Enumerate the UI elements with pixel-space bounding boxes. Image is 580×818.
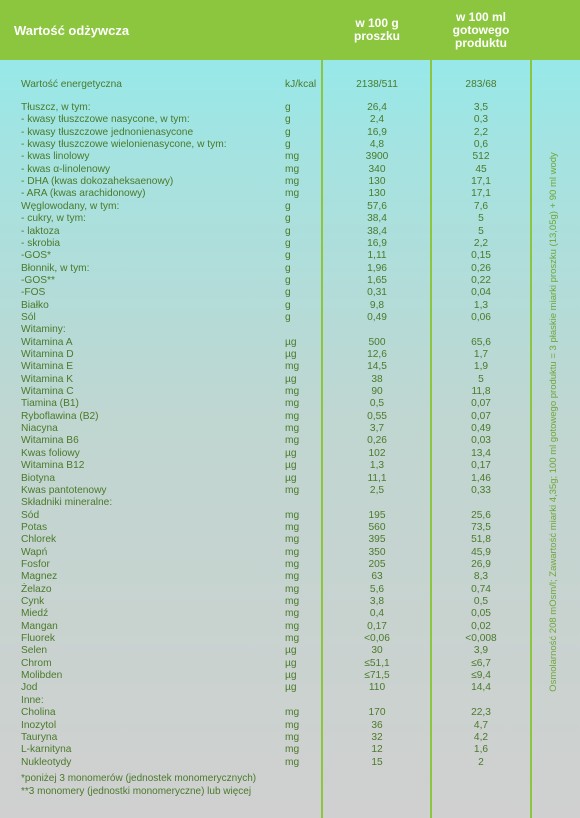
value-per-100g: 4,8	[369, 139, 385, 151]
table-row	[0, 324, 530, 336]
nutrient-column-title: Wartość odżywcza	[14, 22, 130, 38]
nutrient-unit: mg	[285, 398, 300, 410]
value-per-100ml: 4,7	[473, 719, 489, 731]
value-per-100ml: 2	[478, 756, 484, 768]
per-100ml-title-line1: w 100 ml	[455, 9, 507, 24]
table-row	[0, 300, 530, 312]
column-divider	[530, 0, 532, 818]
nutrient-unit: mg	[285, 435, 300, 447]
nutrient-unit: mg	[285, 596, 300, 607]
nutrient-name: Chlorek	[21, 534, 57, 546]
value-per-100ml: 0,05	[471, 608, 491, 620]
value-per-100g: 0,4	[369, 608, 385, 620]
nutrient-name: - kwas α-linolenowy	[21, 163, 111, 175]
table-row	[0, 670, 530, 682]
nutrient-unit: kJ/kcal	[285, 79, 317, 90]
value-per-100g: 63	[371, 571, 383, 583]
value-per-100g: 90	[371, 386, 383, 398]
value-per-100g: 14,5	[367, 361, 387, 373]
table-row	[0, 707, 530, 719]
value-per-100ml: 0,07	[471, 410, 491, 422]
nutrient-name: Sód	[21, 509, 40, 521]
nutrient-name: - kwasy tłuszczowe wielonienasycone, w tym:	[21, 139, 227, 151]
value-per-100g: 30	[371, 645, 383, 657]
value-per-100g: 0,17	[367, 620, 387, 632]
value-per-100g: 1,3	[369, 460, 385, 472]
table-row	[0, 473, 530, 485]
nutrient-name: Witamina E	[21, 361, 74, 373]
table-row	[0, 398, 530, 410]
table-row	[0, 423, 530, 435]
nutrient-name: -GOS**	[21, 274, 55, 286]
nutrient-name: Mangan	[21, 620, 58, 632]
value-per-100ml: 4,2	[473, 731, 489, 743]
table-row	[0, 164, 530, 176]
nutrient-name: Witamina K	[21, 373, 74, 385]
table-row	[0, 497, 530, 509]
nutrient-unit: mg	[285, 410, 300, 422]
nutrient-name: Molibden	[21, 670, 63, 682]
nutrient-unit: mg	[285, 484, 300, 496]
value-per-100ml: 17,1	[471, 176, 491, 188]
nutrient-unit: mg	[285, 558, 300, 570]
nutrient-unit: µg	[285, 657, 297, 669]
nutrient-name: Jod	[21, 682, 38, 694]
nutrient-unit: mg	[285, 583, 300, 595]
nutrient-name: Kwas pantotenowy	[21, 484, 107, 496]
value-per-100g: 3,7	[369, 423, 385, 435]
value-per-100ml: 0,04	[471, 287, 491, 299]
value-per-100g: 1,96	[367, 262, 387, 274]
value-per-100ml: 73,5	[471, 521, 491, 533]
value-per-100g: 0,31	[367, 287, 387, 299]
value-per-100g: 2,5	[369, 484, 385, 496]
value-per-100ml: 7,6	[473, 200, 489, 212]
value-per-100ml: 3,9	[473, 645, 489, 657]
footnote-1: *poniżej 3 monomerów (jednostek monomerycznych)	[21, 773, 257, 784]
value-per-100ml: 5	[478, 225, 484, 237]
value-per-100ml: 283/68	[465, 79, 497, 90]
table-row	[0, 485, 530, 497]
nutrient-name: Tauryna	[21, 731, 58, 743]
value-per-100ml: 0,26	[471, 262, 491, 274]
nutrient-unit: g	[285, 262, 291, 274]
value-per-100ml: 1,7	[473, 349, 489, 360]
value-per-100ml: 51,8	[471, 534, 491, 546]
nutrient-unit: µg	[285, 447, 297, 459]
table-row	[0, 621, 530, 633]
value-per-100ml: 0,5	[473, 596, 489, 607]
nutrient-unit: µg	[285, 472, 297, 484]
table-row	[0, 102, 530, 114]
nutrient-unit: µg	[285, 336, 297, 348]
nutrient-name: Tiamina (B1)	[21, 398, 79, 410]
nutrient-unit: g	[285, 287, 291, 299]
nutrient-name: Składniki mineralne:	[21, 497, 113, 509]
value-per-100ml: 0,74	[471, 583, 491, 595]
table-row	[0, 287, 530, 299]
value-per-100g: 340	[368, 163, 386, 175]
value-per-100ml: 2,2	[473, 237, 489, 249]
value-per-100ml: 5	[478, 373, 484, 385]
value-per-100g: 130	[368, 188, 386, 200]
table-row	[0, 534, 530, 546]
table-row	[0, 151, 530, 163]
value-per-100g: 130	[368, 176, 386, 188]
value-per-100g: 12	[371, 744, 383, 756]
nutrient-unit: mg	[285, 719, 300, 731]
value-per-100g: 38,4	[367, 225, 387, 237]
nutrient-unit: mg	[285, 188, 300, 200]
value-per-100g: 205	[368, 558, 386, 570]
nutrient-unit: µg	[285, 349, 297, 360]
value-per-100g: ≤51,1	[364, 657, 390, 669]
value-per-100ml: 3,5	[473, 102, 489, 113]
table-row	[0, 510, 530, 522]
table-row	[0, 349, 530, 361]
nutrient-name: Węglowodany, w tym:	[21, 200, 120, 212]
nutrient-unit: mg	[285, 608, 300, 620]
per-100ml-title-line3: produktu	[455, 35, 507, 50]
table-row	[0, 608, 530, 620]
nutrient-name: Fosfor	[21, 558, 50, 570]
nutrient-unit: mg	[285, 163, 300, 175]
energy-row	[0, 79, 530, 91]
value-per-100g: 395	[368, 534, 386, 546]
nutrient-name: Witamina B6	[21, 435, 79, 447]
table-row	[0, 213, 530, 225]
value-per-100ml: 45,9	[471, 546, 491, 558]
nutrient-unit: g	[285, 299, 291, 311]
nutrient-unit: µg	[285, 682, 297, 694]
nutrient-unit: mg	[285, 509, 300, 521]
nutrient-unit: g	[285, 237, 291, 249]
per-100ml-title-line2: gotowego	[452, 22, 510, 37]
nutrient-unit: mg	[285, 546, 300, 558]
nutrient-unit: mg	[285, 731, 300, 743]
nutrient-unit: g	[285, 139, 291, 151]
value-per-100g: 500	[368, 336, 386, 348]
nutrient-name: Inozytol	[21, 719, 57, 731]
nutrient-name: - kwasy tłuszczowe jednonienasycone	[21, 126, 194, 138]
nutrient-name: Witaminy:	[21, 324, 66, 336]
value-per-100ml: 0,02	[471, 620, 491, 632]
value-per-100ml: 0,06	[471, 311, 491, 323]
nutrient-unit: µg	[285, 373, 297, 385]
table-row	[0, 127, 530, 139]
table-row	[0, 460, 530, 472]
nutrient-unit: mg	[285, 571, 300, 583]
table-row	[0, 559, 530, 571]
nutrient-name: Ryboflawina (B2)	[21, 410, 99, 422]
table-row	[0, 596, 530, 608]
nutrient-name: Fluorek	[21, 633, 55, 645]
value-per-100g: <0,06	[364, 633, 390, 645]
value-per-100ml: 0,22	[471, 274, 491, 286]
table-row	[0, 361, 530, 373]
value-per-100g: 38,4	[367, 213, 387, 225]
value-per-100g: 0,55	[367, 410, 387, 422]
value-per-100g: 195	[368, 509, 386, 521]
table-row	[0, 188, 530, 200]
nutrient-name: - cukry, w tym:	[21, 213, 86, 225]
nutrient-unit: mg	[285, 521, 300, 533]
value-per-100ml: 1,46	[471, 472, 491, 484]
value-per-100ml: 65,6	[471, 336, 491, 348]
value-per-100g: 2138/511	[356, 79, 398, 90]
table-row	[0, 695, 530, 707]
table-row	[0, 522, 530, 534]
nutrient-name: Żelazo	[21, 583, 52, 595]
nutrient-name: Wartość energetyczna	[21, 79, 122, 90]
per-100g-column-header	[324, 0, 430, 60]
value-per-100ml: 0,33	[471, 484, 491, 496]
value-per-100g: 3900	[365, 151, 389, 163]
nutrient-name: -GOS*	[21, 250, 52, 262]
nutrient-name: - kwas linolowy	[21, 151, 90, 163]
footnote-2: **3 monomery (jednostki monomeryczne) lub więcej	[21, 786, 252, 797]
value-per-100ml: 26,9	[471, 558, 491, 570]
nutrient-name: Białko	[21, 299, 49, 311]
table-row	[0, 250, 530, 262]
nutrient-unit: g	[285, 311, 291, 323]
table-row	[0, 263, 530, 275]
nutrient-name: Biotyna	[21, 472, 55, 484]
nutrient-unit: mg	[285, 361, 300, 373]
value-per-100g: 12,6	[367, 349, 387, 360]
nutrient-name: - kwasy tłuszczowe nasycone, w tym:	[21, 114, 190, 126]
value-per-100g: 15	[371, 756, 383, 768]
value-per-100g: 1,11	[367, 250, 387, 262]
value-per-100g: 26,4	[367, 102, 387, 113]
nutrient-name: Witamina D	[21, 349, 74, 360]
table-row	[0, 547, 530, 559]
table-row	[0, 337, 530, 349]
table-row	[0, 448, 530, 460]
value-per-100g: 16,9	[367, 237, 387, 249]
nutrient-name: Wapń	[21, 546, 48, 558]
nutrient-name: Potas	[21, 521, 48, 533]
value-per-100ml: ≤9,4	[471, 670, 491, 682]
table-row	[0, 139, 530, 151]
table-row	[0, 201, 530, 213]
table-row	[0, 633, 530, 645]
value-per-100g: 0,5	[369, 398, 385, 410]
value-per-100ml: 22,3	[471, 707, 491, 719]
nutrient-name: Niacyna	[21, 423, 58, 435]
nutrient-name: Cynk	[21, 596, 45, 607]
nutrient-unit: µg	[285, 645, 297, 657]
per-100g-title-line2: proszku	[353, 29, 400, 43]
value-per-100g: 11,1	[367, 472, 387, 484]
nutrient-unit: g	[285, 114, 291, 126]
value-per-100g: 2,4	[369, 114, 385, 126]
table-row	[0, 374, 530, 386]
table-row	[0, 720, 530, 732]
value-per-100ml: 1,6	[473, 744, 489, 756]
table-row	[0, 584, 530, 596]
nutrient-name: Tłuszcz, w tym:	[21, 102, 91, 113]
nutrient-unit: mg	[285, 756, 300, 768]
value-per-100ml: 13,4	[471, 447, 491, 459]
value-per-100ml: 25,6	[471, 509, 491, 521]
value-per-100g: 16,9	[367, 126, 387, 138]
osmolarity-side-note: Osmolarność 208 mOsm/l; Zawartość miarki 4,35g; 100 ml gotowego produktu = 3 płaskie miarki proszku (13,05g) + 90 ml wody	[548, 152, 559, 692]
table-row	[0, 275, 530, 287]
nutrient-unit: µg	[285, 460, 297, 472]
nutrient-unit: mg	[285, 386, 300, 398]
nutrient-unit: mg	[285, 744, 300, 756]
nutrient-unit: g	[285, 274, 291, 286]
value-per-100ml: 1,3	[473, 299, 489, 311]
nutrient-column-header	[14, 0, 314, 60]
table-header	[0, 0, 580, 60]
table-row	[0, 645, 530, 657]
value-per-100ml: 45	[475, 163, 487, 175]
value-per-100g: 170	[368, 707, 386, 719]
nutrient-unit: g	[285, 102, 291, 113]
value-per-100g: 9,8	[369, 299, 385, 311]
value-per-100g: 560	[368, 521, 386, 533]
table-row	[0, 571, 530, 583]
nutrient-unit: mg	[285, 176, 300, 188]
nutrient-unit: mg	[285, 620, 300, 632]
value-per-100ml: 5	[478, 213, 484, 225]
per-100ml-column-header	[432, 0, 530, 60]
value-per-100g: ≤71,5	[364, 670, 390, 682]
value-per-100ml: 0,49	[471, 423, 491, 435]
value-per-100g: 32	[371, 731, 383, 743]
value-per-100ml: 0,15	[471, 250, 491, 262]
value-per-100ml: 14,4	[471, 682, 491, 694]
nutrient-name: - skrobia	[21, 237, 61, 249]
table-row	[0, 732, 530, 744]
nutrient-name: Nukleotydy	[21, 756, 72, 768]
nutrient-unit: g	[285, 250, 291, 262]
nutrient-name: Cholina	[21, 707, 56, 719]
nutrient-unit: g	[285, 126, 291, 138]
value-per-100g: 5,6	[369, 583, 385, 595]
value-per-100ml: 0,3	[473, 114, 489, 126]
nutrient-name: - DHA (kwas dokozaheksaenowy)	[21, 176, 174, 188]
table-row	[0, 114, 530, 126]
nutrient-name: -FOS	[21, 287, 46, 299]
table-row	[0, 744, 530, 756]
value-per-100ml: <0,008	[465, 633, 497, 645]
nutrient-name: Witamina B12	[21, 460, 85, 472]
nutrient-name: Sól	[21, 311, 36, 323]
value-per-100ml: 17,1	[471, 188, 491, 200]
nutrient-name: Miedź	[21, 608, 49, 620]
nutrient-name: Witamina C	[21, 386, 74, 398]
nutrient-name: Selen	[21, 645, 48, 657]
nutrient-unit: mg	[285, 633, 300, 645]
nutrient-name: L-karnityna	[21, 744, 72, 756]
value-per-100g: 1,65	[367, 274, 387, 286]
nutrient-unit: g	[285, 200, 291, 212]
value-per-100g: 102	[368, 447, 386, 459]
value-per-100g: 110	[368, 682, 386, 694]
value-per-100g: 0,26	[367, 435, 387, 447]
table-row	[0, 386, 530, 398]
table-row	[0, 238, 530, 250]
value-per-100ml: ≤6,7	[471, 657, 491, 669]
table-row	[0, 411, 530, 423]
nutrient-name: Kwas foliowy	[21, 447, 80, 459]
value-per-100ml: 0,07	[471, 398, 491, 410]
value-per-100ml: 1,9	[473, 361, 489, 373]
nutrient-unit: mg	[285, 534, 300, 546]
value-per-100ml: 11,8	[471, 386, 491, 398]
nutrient-unit: g	[285, 225, 291, 237]
value-per-100ml: 0,03	[471, 435, 491, 447]
nutrient-name: - ARA (kwas arachidonowy)	[21, 188, 146, 200]
value-per-100ml: 0,17	[471, 460, 491, 472]
table-row	[0, 658, 530, 670]
value-per-100g: 0,49	[367, 311, 387, 323]
table-row	[0, 435, 530, 447]
nutrient-unit: mg	[285, 707, 300, 719]
nutrient-name: Chrom	[21, 657, 52, 669]
table-row	[0, 682, 530, 694]
value-per-100g: 350	[368, 546, 386, 558]
table-row	[0, 312, 530, 324]
value-per-100g: 36	[371, 719, 383, 731]
table-row	[0, 176, 530, 188]
value-per-100ml: 8,3	[473, 571, 489, 583]
nutrient-unit: mg	[285, 423, 300, 435]
nutrient-name: - laktoza	[21, 225, 60, 237]
value-per-100ml: 0,6	[473, 139, 489, 151]
table-row	[0, 757, 530, 769]
value-per-100g: 57,6	[367, 200, 387, 212]
per-100g-title-line1: w 100 g	[355, 16, 399, 30]
nutrient-unit: µg	[285, 670, 297, 682]
nutrient-unit: mg	[285, 151, 300, 163]
nutrient-unit: g	[285, 213, 291, 225]
nutrient-name: Inne:	[21, 694, 44, 706]
nutrient-name: Magnez	[21, 571, 58, 583]
table-row	[0, 226, 530, 238]
nutrient-name: Błonnik, w tym:	[21, 262, 90, 274]
value-per-100g: 38	[371, 373, 383, 385]
value-per-100g: 3,8	[369, 596, 385, 607]
value-per-100ml: 512	[472, 151, 490, 163]
nutrient-name: Witamina A	[21, 336, 73, 348]
value-per-100ml: 2,2	[473, 126, 489, 138]
